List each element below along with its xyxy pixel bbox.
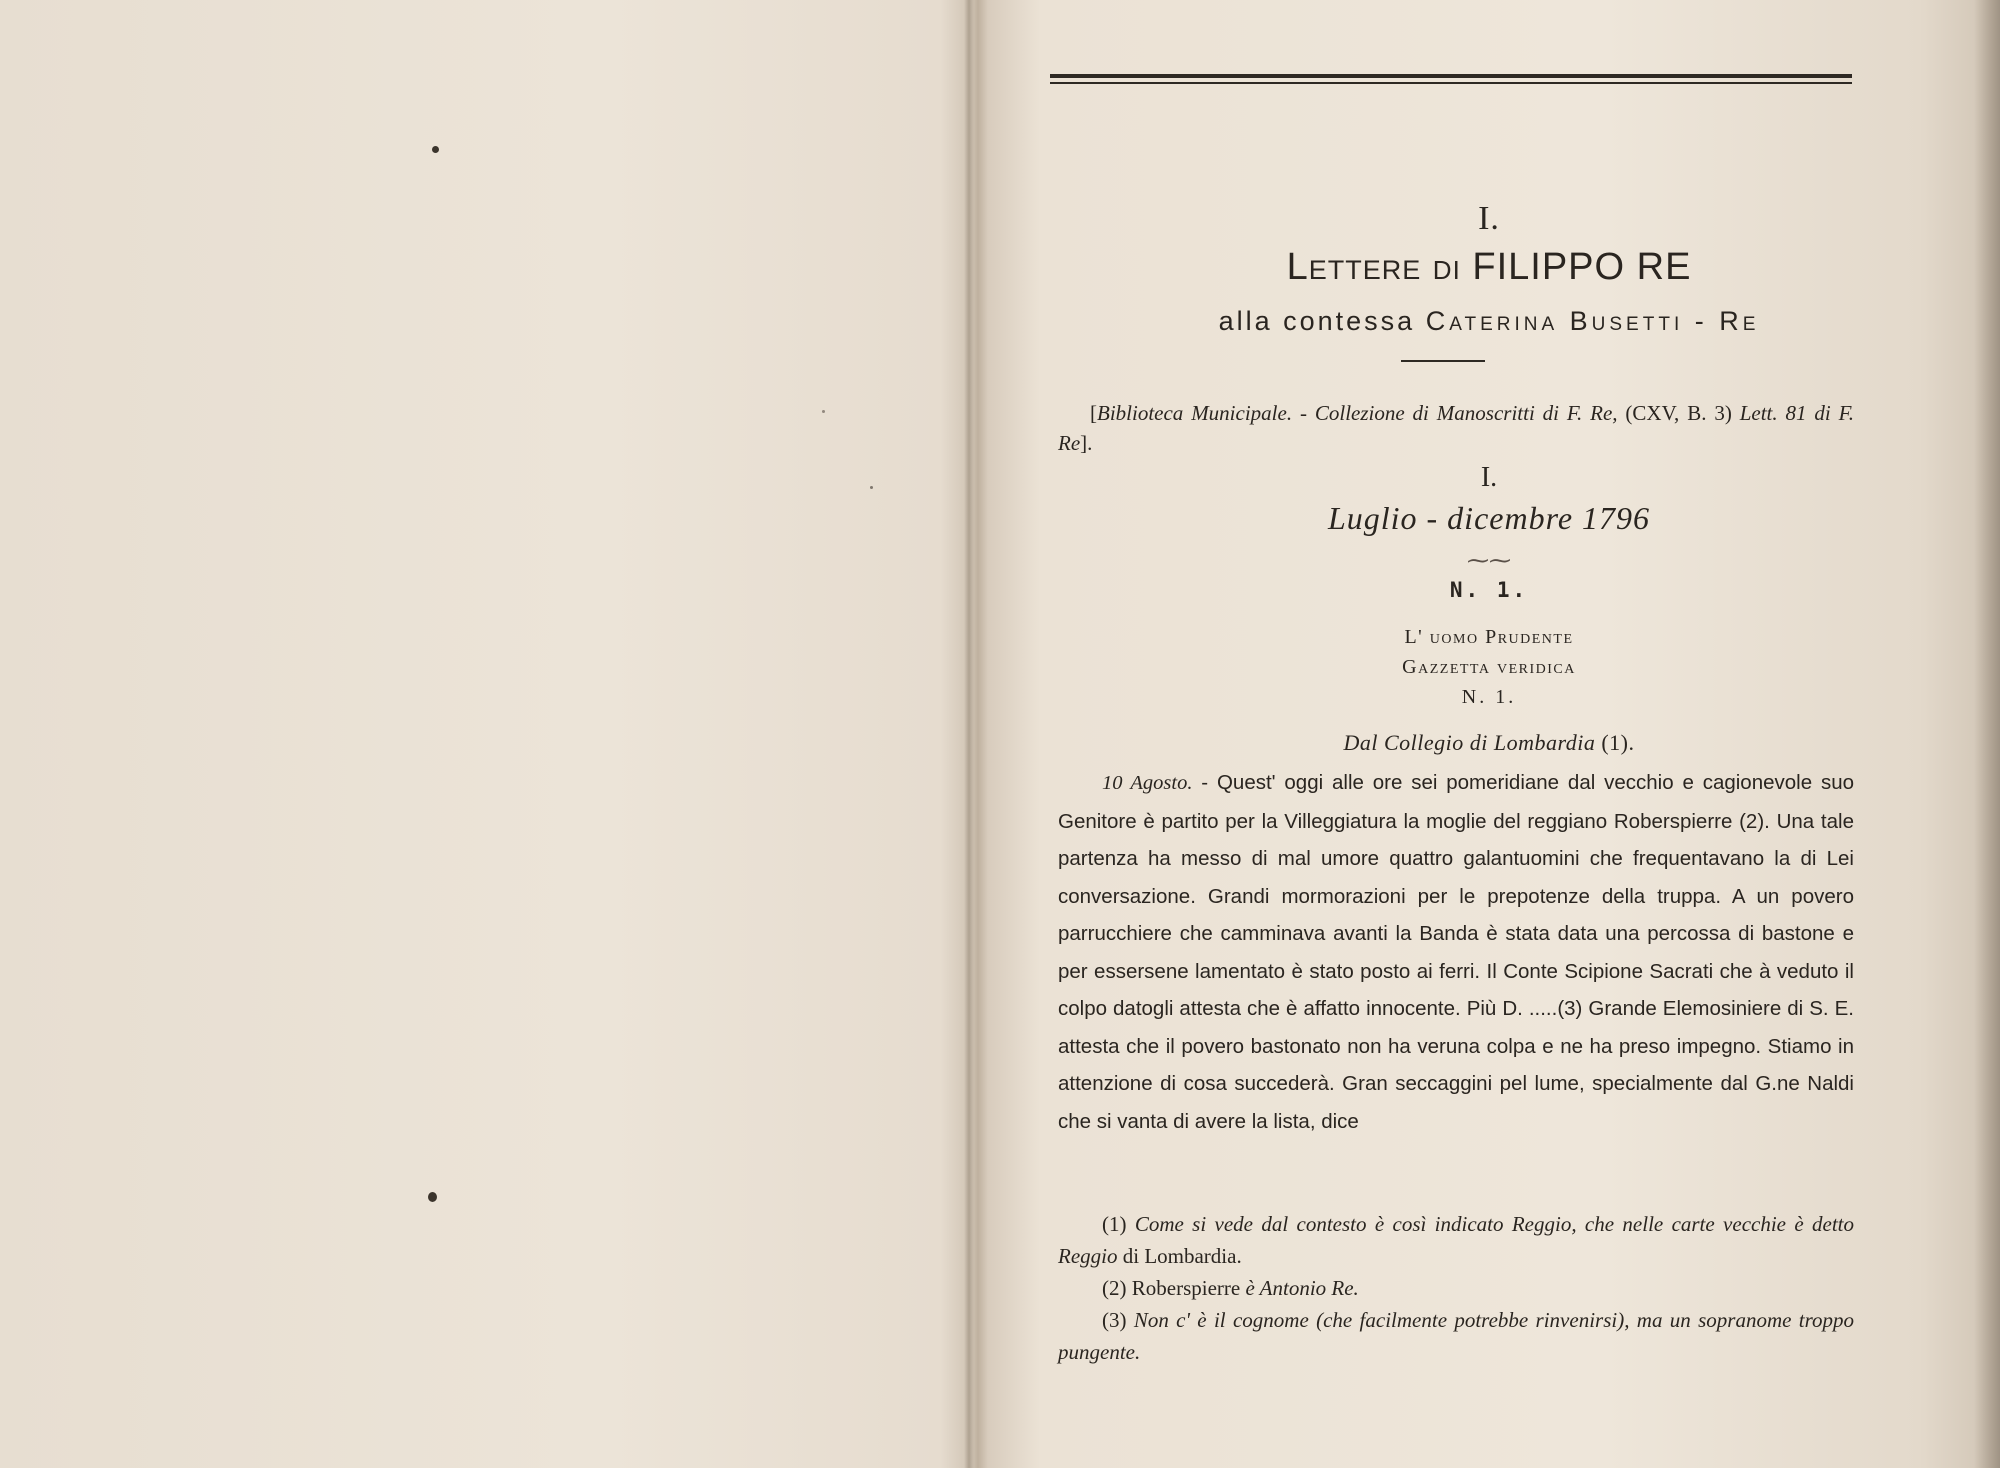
masthead-line-1: L' uomo Prudente bbox=[1404, 626, 1574, 648]
source-note-letters: Lett. 81 di F. Re bbox=[1058, 401, 1855, 455]
chapter-title bbox=[978, 246, 2000, 289]
right-page bbox=[978, 0, 2000, 1468]
subtitle-name: Caterina Busetti - Re bbox=[1425, 306, 1760, 336]
section-period: Luglio - dicembre 1796 bbox=[1327, 500, 1651, 536]
chapter-number: I. bbox=[1478, 200, 1500, 237]
section-ornament: ⁓⁓ bbox=[1467, 548, 1511, 573]
ink-speck bbox=[870, 486, 873, 489]
header-rule-thick bbox=[1050, 74, 1852, 78]
source-note: [Biblioteca Municipale. - Collezione di Manoscritti di F. Re, (CXV, B. 3) Lett. 81 di F. Re]. bbox=[1058, 401, 1855, 455]
ink-speck bbox=[822, 410, 825, 413]
section-number: I. bbox=[1480, 462, 1498, 493]
title-word-di: DI bbox=[1432, 255, 1461, 285]
footnote-3: (3) Non c' è il cognome (che facilmente potrebbe rinvenirsi), ma un sopranome troppo pungente. bbox=[1058, 1308, 1854, 1364]
title-name: FILIPPO RE bbox=[1472, 246, 1692, 288]
header-rule-thin bbox=[1050, 82, 1852, 84]
footnote-1: (1) Come si vede dal contesto è così indicato Reggio, che nelle carte vecchie è detto Reggio di Lombardia. bbox=[1058, 1212, 1854, 1268]
chapter-subtitle bbox=[978, 306, 2000, 337]
page-edge-shadow bbox=[1974, 0, 2000, 1468]
footnote-2: (2) Roberspierre è Antonio Re. bbox=[1102, 1276, 1359, 1300]
body-date: 10 Agosto. bbox=[1102, 772, 1193, 794]
left-page-blank bbox=[0, 0, 968, 1468]
title-word-lettere: Lettere bbox=[1286, 246, 1422, 288]
source-note-archive: Biblioteca Municipale. - Collezione di Manoscritti di F. Re, bbox=[1097, 401, 1618, 425]
ink-speck bbox=[428, 1192, 437, 1202]
body-text: - Quest' oggi alle ore sei pomeridiane dal vecchio e cagionevole suo Genitore è partito per la Villeggiatura la moglie del reggiano Roberspierre (2). Una tale partenza ha messo di mal umore quattro galantuomini che frequentavano la di Lei conversazione. Grandi mormorazioni per le prepotenze della truppa. A un povero parrucchiere che camminava avanti la Banda è stata data una percossa di bastone e per essersene lamentato è stato posto ai ferri. Il Conte Scipione Sacrati che à veduto il colpo datogli attesta che è affatto innocente. Più D. .....(3) Grande Elemosiniere di S. E. attesta che il povero bastonato non ha veruna colpa e ne ha preso impegno. Stiamo in attenzione di cosa succederà. Gran seccaggini pel lume, specialmente dal G.ne Naldi che si vanta di avere la lista, dice bbox=[1058, 771, 1854, 1133]
dateline: Dal Collegio di Lombardia (1). bbox=[1343, 730, 1635, 755]
gutter-crease bbox=[964, 0, 974, 1468]
ink-speck bbox=[432, 146, 439, 153]
source-note-shelfmark: (CXV, B. 3) bbox=[1617, 401, 1740, 425]
masthead-line-3: N. 1. bbox=[1461, 686, 1517, 708]
masthead-line-2: Gazzetta veridica bbox=[1402, 656, 1576, 678]
subtitle-prefix: alla contessa bbox=[1218, 306, 1416, 336]
title-divider bbox=[1401, 360, 1485, 362]
letter-number: N. 1. bbox=[1449, 578, 1529, 602]
letter-body bbox=[1058, 764, 1854, 1140]
footnotes bbox=[1058, 1208, 1854, 1368]
